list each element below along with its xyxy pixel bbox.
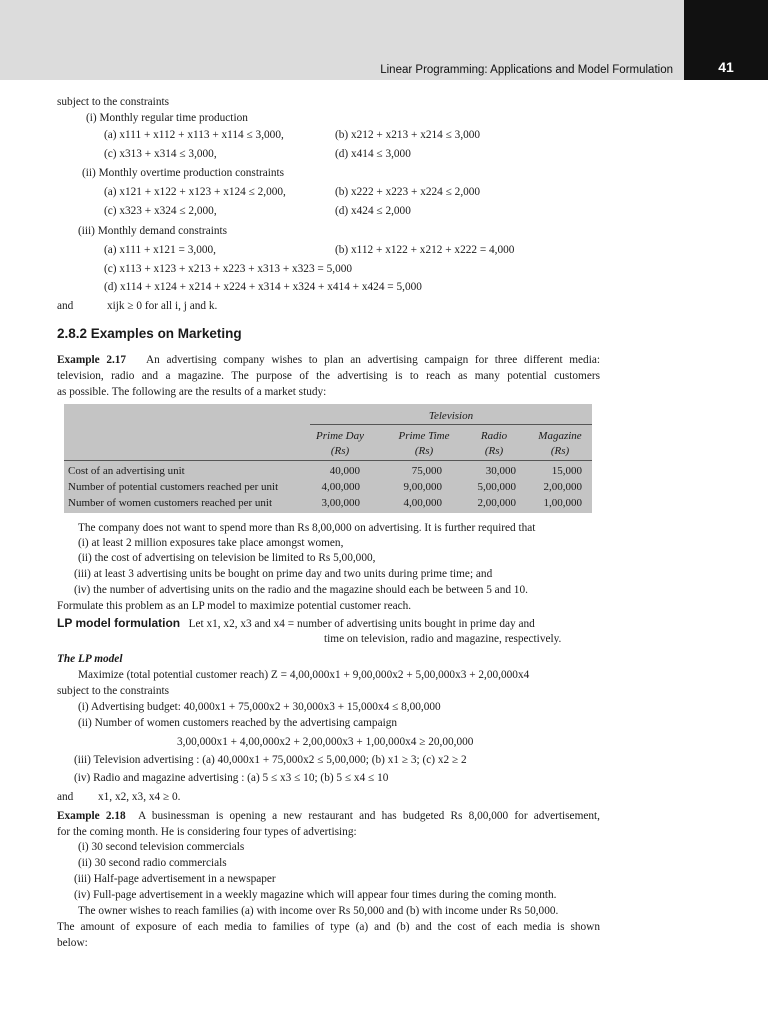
constraint-3b: (b) x112 + x122 + x212 + x222 = 4,000	[335, 244, 515, 256]
constraint-2c: (c) x323 + x324 ≤ 2,000,	[104, 205, 217, 217]
constraint-2d: (d) x424 ≤ 2,000	[335, 205, 411, 217]
page-number: 41	[718, 59, 734, 75]
constraint-2a: (a) x121 + x122 + x123 + x124 ≤ 2,000,	[104, 186, 286, 198]
lp-formulation-heading: LP model formulation	[57, 616, 181, 630]
table-cell: 2,00,000	[543, 481, 582, 493]
formulate-line: Formulate this problem as an LP model to maximize potential customer reach.	[57, 600, 412, 612]
constraint-1d: (d) x414 ≤ 3,000	[335, 148, 411, 160]
table-cell: 75,000	[411, 465, 442, 477]
example-218-line1: Example 2.18 A businessman is opening a new restaurant and has budgeted Rs 8,00,000 for advertisement,	[57, 810, 600, 822]
lp-constraint-television: (iii) Television advertising : (a) 40,000x1 + 75,000x2 ≤ 5,00,000; (b) x1 ≥ 3; (c) x2 ≥ 2	[74, 754, 467, 766]
col-header-magazine: Magazine	[538, 430, 582, 442]
col-unit-prime-day: (Rs)	[330, 445, 350, 457]
requirement-4: (iv) the number of advertising units on the radio and the magazine should each be between 5 and 10.	[74, 584, 528, 596]
example-218-para2: The amount of exposure of each media to families of type (a) and (b) and the cost of each media is shown	[57, 921, 600, 933]
lp-formulation-line1: LP model formulation Let x1, x2, x3 and x4 = number of advertising units bought in prime day and	[57, 616, 535, 630]
table-cell: 15,000	[551, 465, 582, 477]
table-cell: 2,00,000	[477, 497, 516, 509]
table-cell: 40,000	[329, 465, 360, 477]
table-cell: 5,00,000	[477, 481, 516, 493]
col-header-prime-day: Prime Day	[316, 430, 364, 442]
table-cell: 4,00,000	[321, 481, 360, 493]
subject-line: subject to the constraints	[57, 96, 170, 108]
constraint-3c: (c) x113 + x123 + x213 + x223 + x313 + x323 = 5,000	[104, 263, 353, 275]
objective-function: Maximize (total potential customer reach) Z = 4,00,000x1 + 9,00,000x2 + 5,00,000x3 + 2,00,000x4	[78, 669, 530, 681]
table-cell: 3,00,000	[321, 497, 360, 509]
row-label-women: Number of women customers reached per unit	[68, 497, 273, 509]
table-cell: 4,00,000	[403, 497, 442, 509]
lp-formulation-line2: time on television, radio and magazine, respectively.	[324, 633, 562, 645]
requirement-2: (ii) the cost of advertising on television be limited to Rs 5,00,000,	[78, 552, 376, 564]
table-header-rule	[64, 460, 592, 461]
lp-constraint-radio-magazine: (iv) Radio and magazine advertising : (a) 5 ≤ x3 ≤ 10; (b) 5 ≤ x4 ≤ 10	[74, 772, 389, 784]
constraint-3a: (a) x111 + x121 = 3,000,	[104, 244, 216, 256]
col-header-prime-time: Prime Time	[398, 430, 450, 442]
table-cell: 9,00,000	[403, 481, 442, 493]
example-218-label: Example 2.18	[57, 810, 126, 822]
constraint-1c: (c) x313 + x314 ≤ 3,000,	[104, 148, 217, 160]
example-217-label: Example 2.17	[57, 354, 127, 366]
and-label: and	[57, 300, 74, 312]
table-cell: 1,00,000	[543, 497, 582, 509]
lp-nonnegativity: x1, x2, x3, x4 ≥ 0.	[98, 791, 181, 803]
example-217-line1: Example 2.17 An advertising company wishes to plan an advertising campaign for three different media:	[57, 354, 600, 366]
lp-subject-line: subject to the constraints	[57, 685, 170, 697]
section-heading: 2.8.2 Examples on Marketing	[57, 326, 242, 341]
constraint-2b: (b) x222 + x223 + x224 ≤ 2,000	[335, 186, 481, 198]
constraint-heading-overtime: (ii) Monthly overtime production constraints	[82, 167, 285, 179]
constraint-1a: (a) x111 + x112 + x113 + x114 ≤ 3,000,	[104, 129, 284, 141]
example-218-para3: below:	[57, 937, 88, 949]
table-cell: 30,000	[485, 465, 516, 477]
constraint-3d: (d) x114 + x124 + x214 + x224 + x314 + x324 + x414 + x424 = 5,000	[104, 281, 422, 293]
row-label-potential: Number of potential customers reached per unit	[68, 481, 279, 493]
col-header-radio: Radio	[480, 430, 508, 442]
lp-constraint-budget: (i) Advertising budget: 40,000x1 + 75,000x2 + 30,000x3 + 15,000x4 ≤ 8,00,000	[78, 701, 441, 713]
budget-paragraph: The company does not want to spend more than Rs 8,00,000 on advertising. It is further required that	[78, 522, 536, 534]
lp-constraint-women-head: (ii) Number of women customers reached by the advertising campaign	[78, 717, 398, 729]
row-label-cost: Cost of an advertising unit	[68, 465, 185, 477]
lp-constraint-women-eq: 3,00,000x1 + 4,00,000x2 + 2,00,000x3 + 1,00,000x4 ≥ 20,00,000	[177, 736, 474, 748]
lp-model-title: The LP model	[57, 653, 123, 665]
requirement-1: (i) at least 2 million exposures take place amongst women,	[78, 537, 344, 549]
ad-type-4: (iv) Full-page advertisement in a weekly magazine which will appear four times during the coming month.	[74, 889, 557, 901]
ad-type-1: (i) 30 second television commercials	[78, 841, 245, 853]
running-header-title: Linear Programming: Applications and Model Formulation	[380, 64, 673, 76]
ad-type-3: (iii) Half-page advertisement in a newspaper	[74, 873, 276, 885]
requirement-3: (iii) at least 3 advertising units be bought on prime day and two units during prime time; and	[74, 568, 493, 580]
lp-and-label: and	[57, 791, 74, 803]
example-217-line2: television, radio and a magazine. The purpose of the advertising is to reach as many potential customers	[57, 370, 600, 382]
constraint-heading-regular: (i) Monthly regular time production	[86, 112, 248, 124]
example-218-para1: The owner wishes to reach families (a) with income over Rs 50,000 and (b) with income under Rs 50,000.	[78, 905, 559, 917]
table-group-header: Television	[428, 410, 474, 422]
col-unit-magazine: (Rs)	[550, 445, 570, 457]
col-unit-prime-time: (Rs)	[414, 445, 434, 457]
example-217-line3: as possible. The following are the results of a market study:	[57, 386, 327, 398]
constraint-heading-demand: (iii) Monthly demand constraints	[78, 225, 228, 237]
market-study-table	[64, 404, 592, 513]
example-218-line2: for the coming month. He is considering four types of advertising:	[57, 826, 357, 838]
col-unit-radio: (Rs)	[484, 445, 504, 457]
nonnegativity-top: xijk ≥ 0 for all i, j and k.	[107, 300, 218, 312]
ad-type-2: (ii) 30 second radio commercials	[78, 857, 227, 869]
constraint-1b: (b) x212 + x213 + x214 ≤ 3,000	[335, 129, 481, 141]
table-group-rule	[310, 424, 592, 425]
